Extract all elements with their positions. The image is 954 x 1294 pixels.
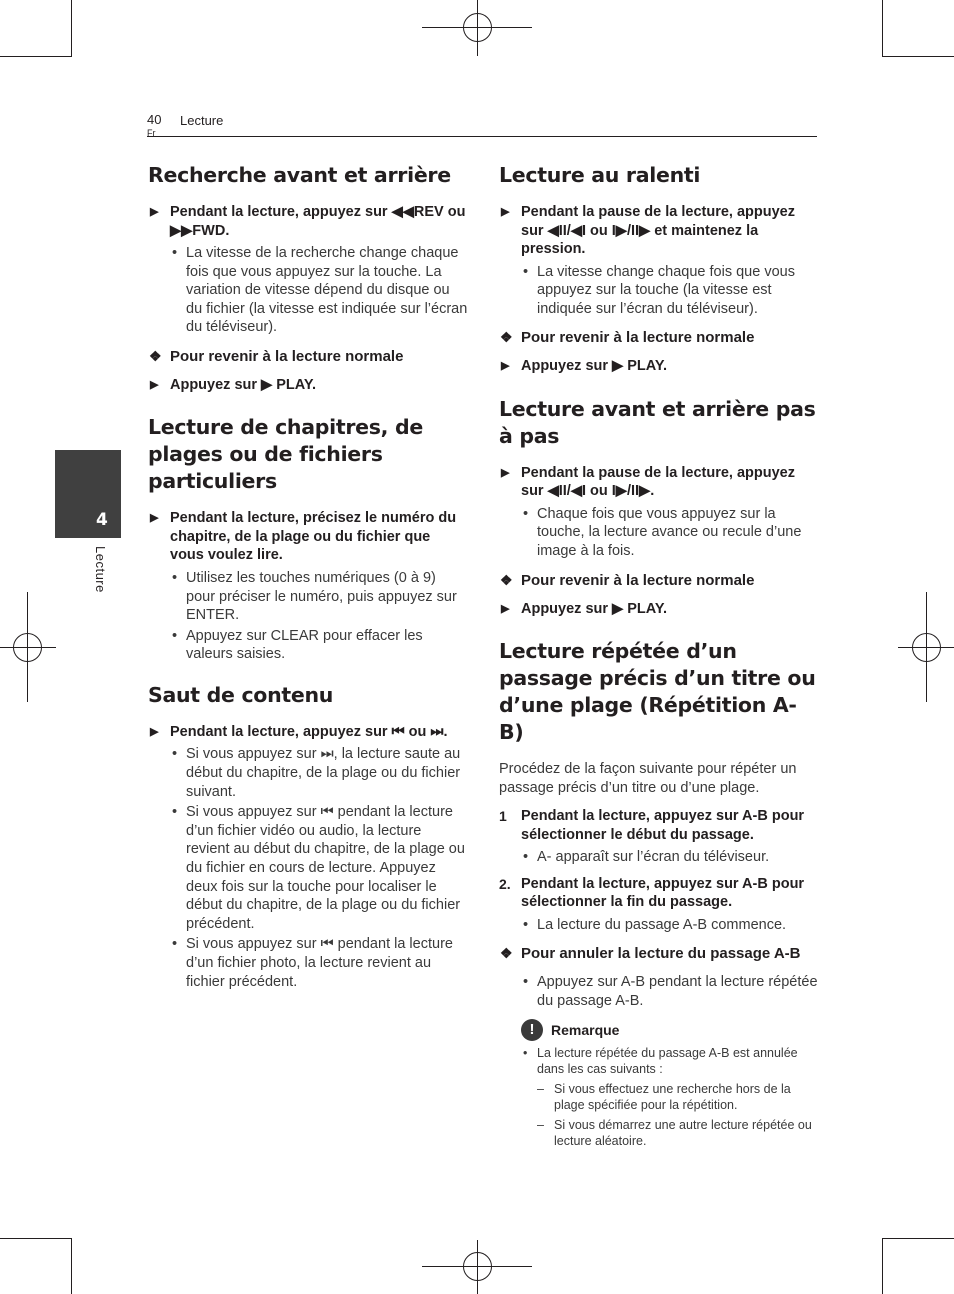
note-subitem: – Si vous démarrez une autre lecture répétée ou lecture aléatoire. (537, 1117, 812, 1149)
bullet-icon: • (523, 974, 529, 991)
step-number: 1 (499, 808, 507, 825)
instruction-step: ▶ Appuyez sur ▶ PLAY. (150, 376, 316, 393)
bullet-item: • Appuyez sur A-B pendant la lecture répétée du passage A-B. (523, 974, 818, 1010)
chapter-tab-label: Lecture (93, 546, 108, 593)
triangle-icon: ▶ (501, 602, 510, 615)
bullet-icon: • (523, 1045, 528, 1060)
page-number: 40 (147, 112, 162, 127)
triangle-icon: ▶ (150, 378, 159, 391)
instruction-step: ▶ Pendant la lecture, appuyez sur ⏮ ou ⏭. (150, 723, 448, 740)
diamond-icon: ❖ (500, 571, 513, 588)
left-column (148, 162, 468, 993)
bullet-item: • Si vous appuyez sur ⏮ pendant la lecture d’un fichier vidéo ou audio, la lecture revient au début du chapitre, de la plage ou du fichier en cours de lecture. Appuyez deux fois sur la touche pour localiser le début du chapitre, de la plage ou du fichier précédent. (172, 804, 465, 932)
triangle-icon: ▶ (150, 512, 159, 525)
note-heading: ! Remarque (499, 1019, 819, 1041)
section-title-step: Lecture avant et arrière pas à pas (499, 396, 816, 448)
right-column (499, 162, 819, 1153)
bullet-icon: • (523, 849, 529, 866)
bullet-icon: • (172, 245, 178, 261)
section-title-repeat: Lecture répétée d’un passage précis d’un titre ou d’une plage (Répétition A-B) (499, 639, 816, 745)
section-title-chapters: Lecture de chapitres, de plages ou de fichiers particuliers (148, 415, 423, 494)
subheading: ❖ Pour revenir à la lecture normale (500, 329, 755, 347)
dash-icon: – (537, 1117, 544, 1132)
chapter-tab (55, 450, 121, 538)
note-subitem: – Si vous effectuez une recherche hors de la plage spécifiée pour la répétition. (537, 1081, 791, 1113)
instruction-step: ▶ Appuyez sur ▶ PLAY. (501, 600, 667, 617)
bullet-item: • A- apparaît sur l’écran du téléviseur. (523, 849, 770, 866)
instruction-step: ▶ Appuyez sur ▶ PLAY. (501, 358, 667, 375)
bullet-item: • La lecture du passage A-B commence. (523, 916, 787, 933)
page-header (147, 112, 817, 137)
numbered-step: 1 Pendant la lecture, appuyez sur A-B pour sélectionner le début du passage. (499, 808, 805, 843)
subheading: ❖ Pour revenir à la lecture normale (149, 347, 404, 365)
diamond-icon: ❖ (149, 347, 162, 364)
instruction-step: ▶ Pendant la pause de la lecture, appuyez sur ◀II/◀I ou I▶/II▶. (501, 464, 795, 500)
bullet-icon: • (172, 627, 178, 644)
bullet-item: • La vitesse change chaque fois que vous appuyez sur la touche (la vitesse est indiquée sur l’écran du téléviseur). (523, 263, 795, 317)
instruction-step: ▶ Pendant la lecture, précisez le numéro du chapitre, de la plage ou du fichier que vous voulez lire. (150, 510, 457, 564)
dash-icon: – (537, 1081, 544, 1096)
bullet-icon: • (172, 804, 178, 821)
exclamation-icon: ! (521, 1019, 543, 1041)
section-title-search: Recherche avant et arrière (148, 163, 451, 187)
bullet-icon: • (523, 263, 529, 280)
triangle-icon: ▶ (501, 466, 510, 479)
bullet-icon: • (172, 936, 178, 953)
subheading: ❖ Pour annuler la lecture du passage A-B (500, 945, 801, 963)
bullet-item: • Appuyez sur CLEAR pour effacer les valeurs saisies. (172, 627, 423, 663)
instruction-step: ▶ Pendant la pause de la lecture, appuyez sur ◀II/◀I ou I▶/II▶ et maintenez la pression. (501, 204, 795, 257)
diamond-icon: ❖ (500, 945, 513, 962)
bullet-item: • Si vous appuyez sur ⏭, la lecture saute au début du chapitre, de la plage ou du fichier suivant. (172, 746, 461, 800)
section-title-skip: Saut de contenu (148, 682, 334, 707)
bullet-icon: • (172, 569, 178, 586)
subheading: ❖ Pour revenir à la lecture normale (500, 571, 755, 589)
triangle-icon: ▶ (501, 360, 510, 373)
numbered-step: 2. Pendant la lecture, appuyez sur A-B pour sélectionner la fin du passage. (499, 875, 805, 911)
bullet-item: • Chaque fois que vous appuyez sur la touche, la lecture avance ou recule d’une image à la fois. (523, 505, 802, 559)
triangle-icon: ▶ (150, 725, 159, 738)
bullet-icon: • (172, 746, 178, 763)
diamond-icon: ❖ (500, 329, 513, 346)
triangle-icon: ▶ (501, 206, 510, 218)
bullet-item: • Si vous appuyez sur ⏮ pendant la lecture d’un fichier photo, la lecture revient au fichier précédent. (172, 936, 453, 990)
section-title-slow: Lecture au ralenti (499, 163, 701, 187)
triangle-icon: ▶ (150, 206, 159, 218)
note-item: • La lecture répétée du passage A-B est annulée dans les cas suivants : (523, 1045, 798, 1077)
bullet-item: • La vitesse de la recherche change chaque fois que vous appuyez sur la touche. La variation de vitesse dépend du disque ou du fichier (la vitesse est indiquée sur l’écran du téléviseur). (172, 245, 468, 336)
bullet-item: • Utilisez les touches numériques (0 à 9) pour préciser le numéro, puis appuyez sur ENTER. (172, 569, 457, 624)
instruction-step: ▶ Pendant la lecture, appuyez sur ◀◀REV ou ▶▶FWD. (150, 204, 466, 239)
page-section: Lecture (180, 113, 224, 128)
bullet-icon: • (523, 916, 529, 933)
bullet-icon: • (523, 505, 529, 522)
step-number: 2. (499, 875, 511, 892)
page-language: Fr (147, 128, 156, 138)
intro-paragraph: Procédez de la façon suivante pour répéter un passage précis d’un titre ou d’une plage. (499, 761, 797, 796)
chapter-tab-number: 4 (96, 510, 108, 530)
